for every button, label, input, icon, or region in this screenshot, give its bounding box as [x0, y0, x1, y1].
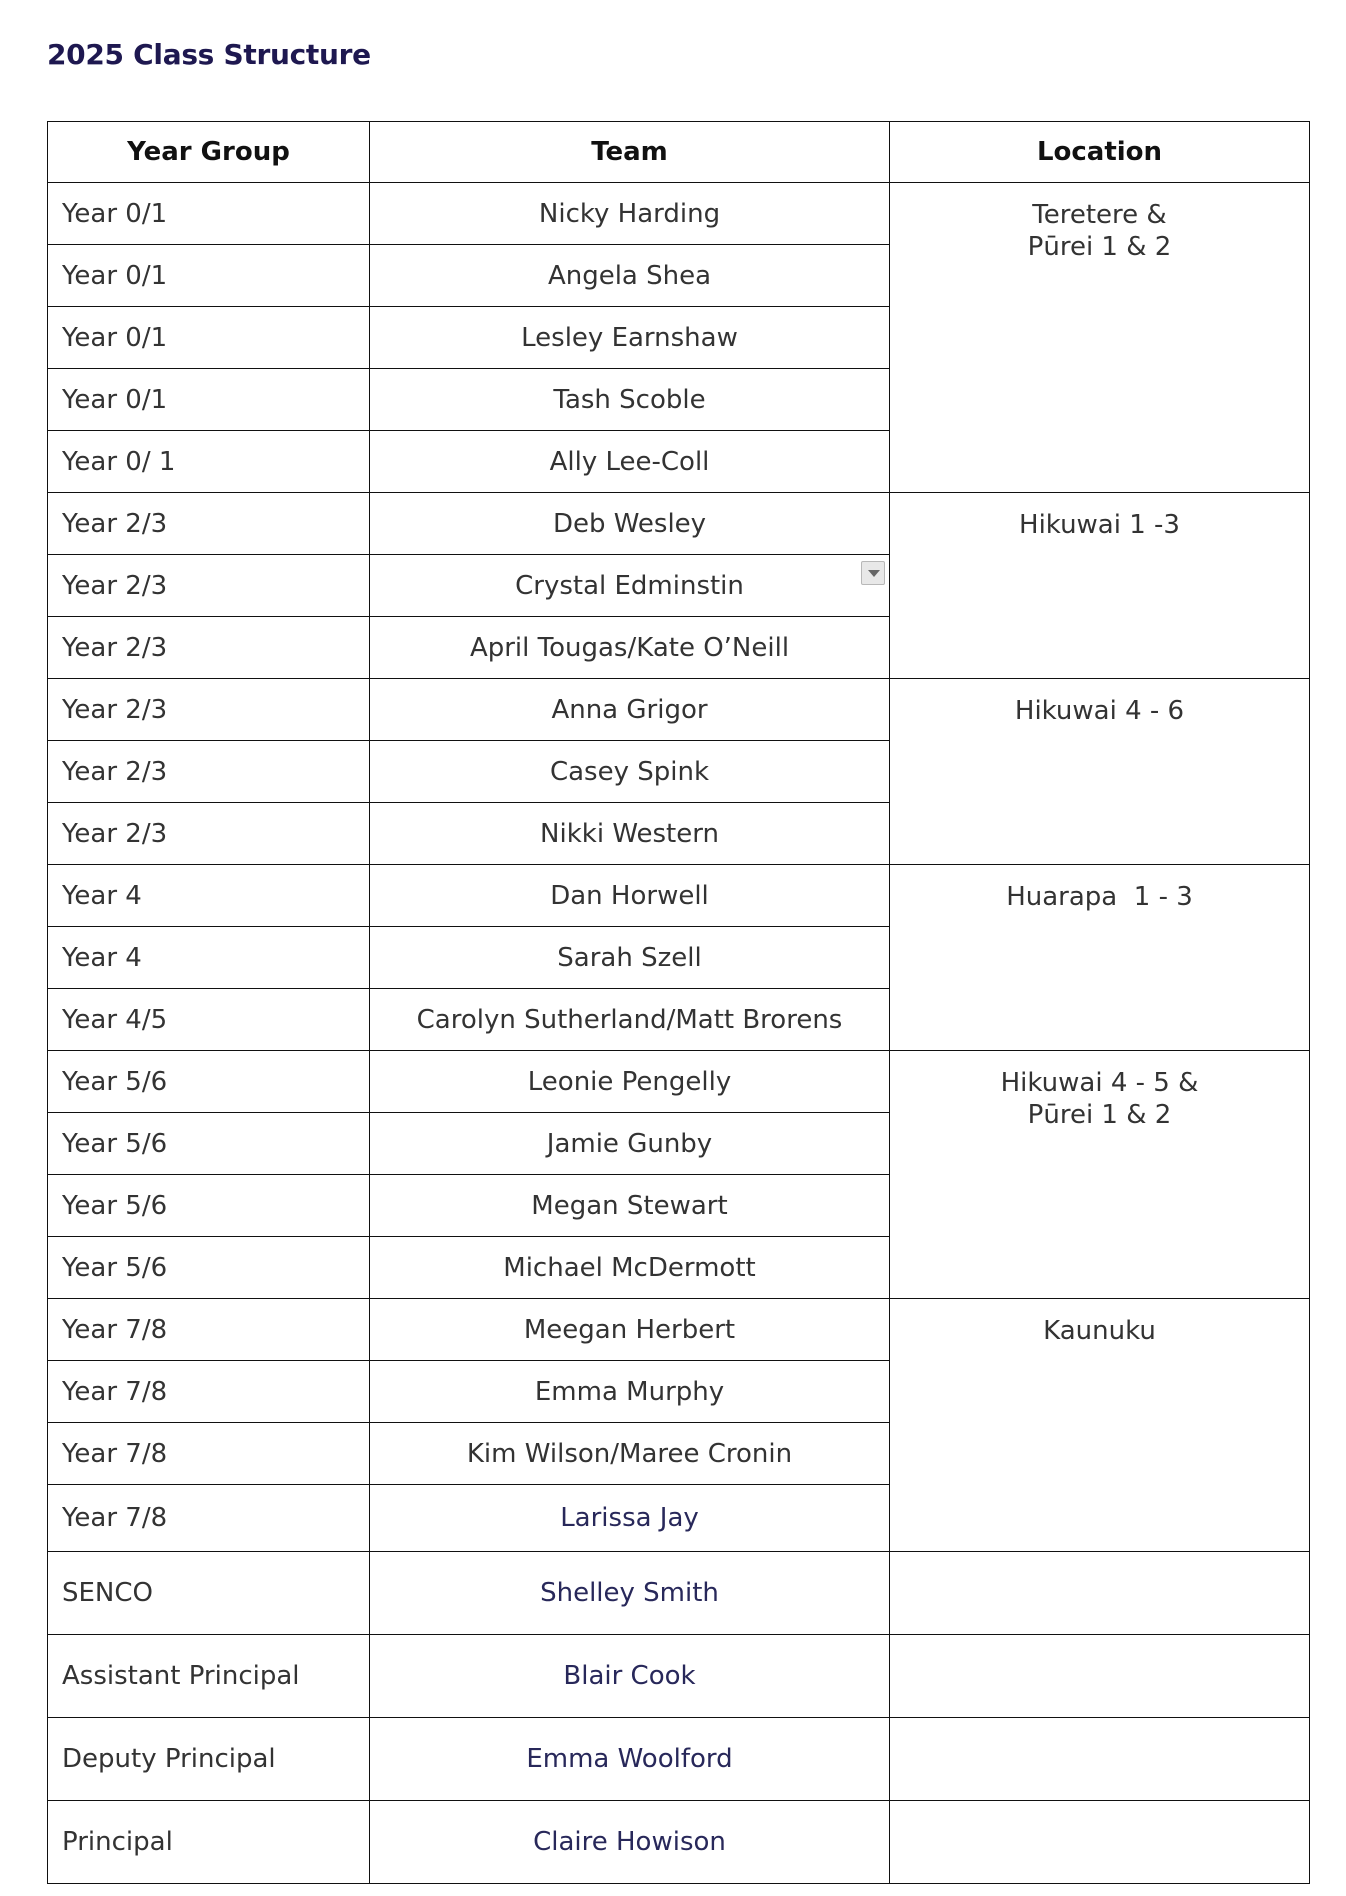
- table-row: [48, 1718, 1310, 1801]
- team-cell: Jamie Gunby: [370, 1113, 890, 1175]
- team-cell: Larissa Jay: [370, 1485, 890, 1552]
- team-cell: Emma Woolford: [370, 1718, 890, 1801]
- team-cell: Nicky Harding: [370, 183, 890, 245]
- location-cell-empty: [890, 1552, 1310, 1635]
- year-group-cell: Year 0/1: [48, 369, 370, 431]
- location-line: Hikuwai 4 - 6: [1014, 696, 1185, 726]
- year-group-cell: Year 7/8: [48, 1423, 370, 1485]
- table-row: [48, 1552, 1310, 1635]
- table-row: [48, 1635, 1310, 1718]
- team-cell: Michael McDermott: [370, 1237, 890, 1299]
- team-cell: Shelley Smith: [370, 1552, 890, 1635]
- team-cell: Dan Horwell: [370, 865, 890, 927]
- year-group-cell: Year 2/3: [48, 803, 370, 865]
- year-group-cell: Year 0/1: [48, 183, 370, 245]
- year-group-cell: Year 5/6: [48, 1113, 370, 1175]
- year-group-cell: SENCO: [48, 1552, 370, 1635]
- location-cell-empty: [890, 1635, 1310, 1718]
- year-group-cell: Year 0/ 1: [48, 431, 370, 493]
- page-title: 2025 Class Structure: [47, 38, 371, 71]
- location-cell-empty: [890, 1801, 1310, 1884]
- location-cell: [890, 493, 1310, 679]
- team-cell: Kim Wilson/Maree Cronin: [370, 1423, 890, 1485]
- team-cell: Leonie Pengelly: [370, 1051, 890, 1113]
- location-line: Hikuwai 4 - 5 &: [1000, 1068, 1199, 1098]
- year-group-cell: Year 0/1: [48, 307, 370, 369]
- team-cell: Anna Grigor: [370, 679, 890, 741]
- team-cell: Nikki Western: [370, 803, 890, 865]
- year-group-cell: Deputy Principal: [48, 1718, 370, 1801]
- team-cell: Tash Scoble: [370, 369, 890, 431]
- year-group-cell: Year 4: [48, 865, 370, 927]
- dropdown-arrow-icon[interactable]: [861, 561, 885, 585]
- year-group-cell: Year 4/5: [48, 989, 370, 1051]
- team-cell: Sarah Szell: [370, 927, 890, 989]
- year-group-cell: Year 0/1: [48, 245, 370, 307]
- location-line: Pūrei 1 & 2: [1027, 232, 1172, 262]
- year-group-cell: Year 2/3: [48, 679, 370, 741]
- location-cell: [890, 183, 1310, 493]
- year-group-cell: Year 7/8: [48, 1485, 370, 1552]
- year-group-cell: Year 5/6: [48, 1237, 370, 1299]
- header-location: Location: [890, 122, 1310, 183]
- year-group-cell: Year 2/3: [48, 741, 370, 803]
- team-cell: [370, 555, 890, 617]
- header-year-group: Year Group: [48, 122, 370, 183]
- location-line: Kaunuku: [1043, 1316, 1156, 1346]
- location-cell: [890, 679, 1310, 865]
- location-line: Huarapa 1 - 3: [1006, 882, 1193, 912]
- year-group-cell: Year 5/6: [48, 1175, 370, 1237]
- year-group-cell: Year 7/8: [48, 1299, 370, 1361]
- year-group-cell: Year 2/3: [48, 493, 370, 555]
- team-cell: Deb Wesley: [370, 493, 890, 555]
- class-structure-table: [47, 121, 1310, 1884]
- location-cell: [890, 1051, 1310, 1299]
- table-row: [48, 865, 1310, 927]
- table-row: [48, 183, 1310, 245]
- table-row: [48, 1051, 1310, 1113]
- year-group-cell: Year 5/6: [48, 1051, 370, 1113]
- location-line: Teretere &: [1032, 200, 1167, 230]
- team-cell: Blair Cook: [370, 1635, 890, 1718]
- team-cell: Emma Murphy: [370, 1361, 890, 1423]
- header-team: Team: [370, 122, 890, 183]
- table-row: [48, 1801, 1310, 1884]
- team-cell: Ally Lee-Coll: [370, 431, 890, 493]
- location-line: Hikuwai 1 -3: [1019, 510, 1180, 540]
- header-row: [48, 122, 1310, 183]
- team-cell: Claire Howison: [370, 1801, 890, 1884]
- team-cell: Meegan Herbert: [370, 1299, 890, 1361]
- team-cell: Carolyn Sutherland/Matt Brorens: [370, 989, 890, 1051]
- team-cell: Angela Shea: [370, 245, 890, 307]
- team-cell: Lesley Earnshaw: [370, 307, 890, 369]
- team-cell: Megan Stewart: [370, 1175, 890, 1237]
- location-cell: [890, 1299, 1310, 1552]
- location-line: Pūrei 1 & 2: [1027, 1100, 1172, 1130]
- year-group-cell: Year 2/3: [48, 617, 370, 679]
- year-group-cell: Assistant Principal: [48, 1635, 370, 1718]
- year-group-cell: Principal: [48, 1801, 370, 1884]
- year-group-cell: Year 7/8: [48, 1361, 370, 1423]
- table-row: [48, 1299, 1310, 1361]
- table-row: [48, 679, 1310, 741]
- year-group-cell: Year 2/3: [48, 555, 370, 617]
- team-cell: Casey Spink: [370, 741, 890, 803]
- location-cell: [890, 865, 1310, 1051]
- table-row: [48, 493, 1310, 555]
- location-cell-empty: [890, 1718, 1310, 1801]
- team-name: Crystal Edminstin: [515, 570, 744, 601]
- team-cell: April Tougas/Kate O’Neill: [370, 617, 890, 679]
- year-group-cell: Year 4: [48, 927, 370, 989]
